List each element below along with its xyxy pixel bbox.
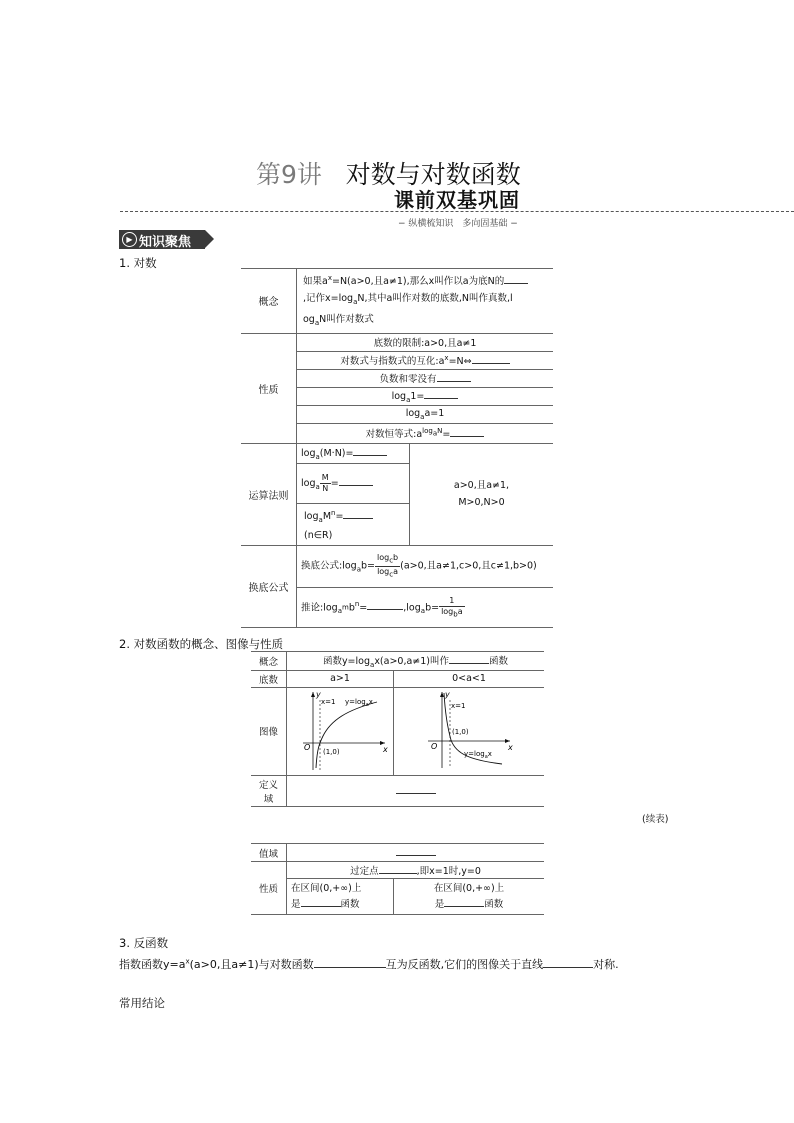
change-corollary: 推论$:\log_{a^m}b^n= ,\log_ab=$ $\frac{1}{\log_ba}$	[297, 587, 554, 627]
origin-label: O	[304, 742, 311, 752]
label-graph: 图像	[251, 687, 287, 775]
x-label: x	[508, 742, 513, 752]
page-subtitle: 课前双基巩固	[394, 188, 520, 212]
y-arrow	[311, 692, 315, 697]
ops-conditions: a>0,且a≠1, M>0,N>0	[410, 443, 554, 545]
change-formula: 换底公式$:\log_ab=$ $\frac{\log_cb}{\log_ca}$ (a>0,且a≠1,c>0,且c≠1,b>0)	[297, 545, 554, 587]
fixed-point: 过定点 ,即x=1时,y=0	[287, 862, 545, 879]
graph-increasing	[287, 687, 394, 775]
lecture-number: 第9讲	[256, 160, 322, 189]
log-curve-increasing	[316, 702, 377, 768]
continued-label: (续表)	[642, 814, 669, 825]
function-label: $y=\log_ax$	[345, 697, 373, 708]
common-conclusions-heading: 常用结论	[119, 996, 165, 1010]
section2-heading: 2. 对数函数的概念、图像与性质	[119, 637, 284, 651]
ops-rule-1: $\log_a(M\cdot N)=$	[297, 443, 410, 463]
y-label: y	[316, 689, 321, 699]
inverse-function-text: 指数函数$y=a^x(a>0$,且a≠1)与对数函数 互为反函数,它们的图像关于直线 对称.	[119, 957, 619, 971]
graph-decreasing	[394, 687, 545, 775]
property-item-5: $\log_aa=1$	[297, 405, 554, 423]
y-label: y	[445, 689, 450, 699]
label-range: 值域	[251, 844, 287, 862]
monotonic-decreasing: 在区间(0,+∞)上 是 函数	[394, 879, 545, 915]
graph-decreasing-svg	[394, 688, 544, 772]
property-item-2: 对数式与指数式的互化$:a^x=N\Leftrightarrow$	[297, 351, 554, 369]
ops-rule-2: $\log_a$ $\frac{M}{N}$ =	[297, 463, 410, 503]
section3-heading: 3. 反函数	[119, 936, 169, 950]
row-label-concept: 概念	[241, 269, 297, 334]
row-label-change: 换底公式	[241, 545, 297, 627]
header-hint: − 纵横梳知识 多向固基础 −	[398, 219, 518, 229]
property-item-4: $\log_a1=$	[297, 387, 554, 405]
property-item-6: 对数恒等式$:a^{log_aN}=$	[297, 423, 554, 443]
domain-answer	[287, 775, 545, 806]
property-item-1: 底数的限制:a>0,且a≠1	[297, 333, 554, 351]
label-concept: 概念	[251, 652, 287, 671]
badge-label: 知识聚焦	[139, 235, 192, 250]
property-item-3: 负数和零没有	[297, 369, 554, 387]
graph-increasing-svg	[287, 688, 391, 772]
range-answer	[287, 844, 545, 862]
y-arrow	[440, 692, 444, 697]
label-base: 底数	[251, 670, 287, 687]
ops-rule-3: $\log_aM^n=$ (n∈R)	[297, 503, 410, 545]
row-label-ops: 运算法则	[241, 443, 297, 545]
concept-cell: 函数$y=\log_ax(a>0,a\ne 1)$叫作 函数	[287, 652, 545, 671]
header-divider	[120, 211, 794, 212]
row-label-property: 性质	[241, 333, 297, 443]
play-circle-icon: ▶	[122, 232, 137, 247]
section1-heading: 1. 对数	[119, 256, 157, 270]
case-a-gt-1: a>1	[287, 670, 394, 687]
logarithm-table	[241, 268, 553, 628]
concept-cell: 如果$a^x=N(a>0$,且a≠1),那么x叫作以a为底N的 ,记作$x=\log_aN$,其中a叫作对数的底数,N叫作真数,l $og_aN$叫作对数式	[297, 269, 554, 334]
x1-label: x=1	[321, 697, 336, 706]
case-a-lt-1: 0<a<1	[394, 670, 545, 687]
label-domain: 定义域	[251, 775, 287, 806]
x1-label: x=1	[451, 701, 466, 710]
log-function-table	[251, 651, 544, 807]
knowledge-badge	[119, 230, 215, 249]
x-label: x	[383, 744, 388, 754]
log-function-table-continued	[251, 843, 544, 915]
lecture-title: 对数与对数函数	[345, 160, 521, 189]
function-label: $y=\log_ax$	[464, 749, 492, 760]
monotonic-increasing: 在区间(0,+∞)上 是 函数	[287, 879, 394, 915]
point-label: (1,0)	[323, 747, 340, 756]
origin-label: O	[431, 741, 438, 751]
label-property: 性质	[251, 862, 287, 915]
point-label: (1,0)	[452, 727, 469, 736]
